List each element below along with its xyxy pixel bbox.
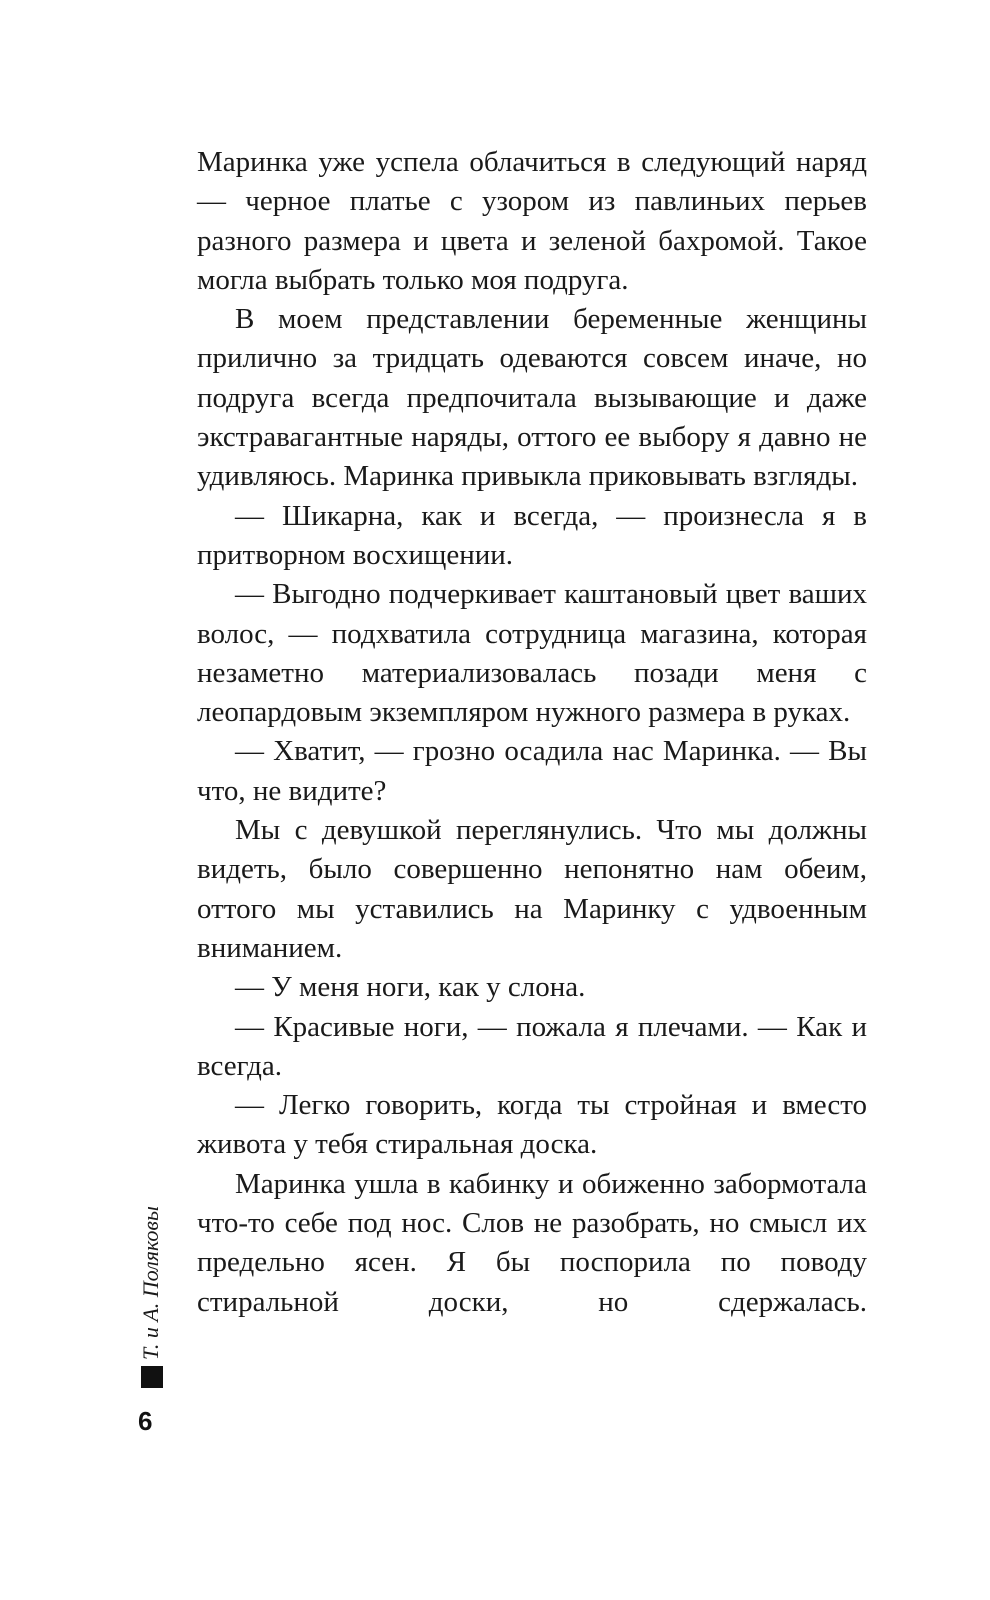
running-head-author: Т. и А. Поляковы [138,1206,163,1360]
paragraph: Мы с девушкой переглянулись. Что мы должны видеть, было совершенно непонятно нам обеим, оттого мы уставились на Маринку с удвоенным вниманием. [197,814,867,964]
running-head-marker [141,1366,163,1388]
dialogue-line: — Хватит, — грозно осадила нас Маринка. — Вы что, не видите? [197,735,867,807]
dialogue-line: — Легко говорить, когда ты стройная и вместо живота у тебя стиральная доска. [197,1089,867,1161]
dialogue-line: — Выгодно подчеркивает каштановый цвет ваших волос, — подхватила сотрудница магазина, которая незаметно материализовалась позади меня с леопардовым экземпляром нужного размера в руках. [197,578,867,729]
page-number: 6 [138,1406,153,1436]
paragraph: Маринка уже успела облачиться в следующий наряд — черное платье с узором из павлиньих перьев разного размера и цвета и зеленой бахромой. Такое могла выбрать только моя подруга. [197,146,867,296]
body-text [197,143,867,1322]
dialogue-line: — У меня ноги, как у слона. [235,971,586,1004]
paragraph: В моем представлении беременные женщины прилично за тридцать одеваются совсем иначе, но подруга всегда предпочитала вызывающие и даже экстравагантные наряды, оттого ее выбору я давно не удивляюсь. Маринка привыкла приковывать взгляды. [197,303,867,493]
paragraph: Маринка ушла в кабинку и обиженно забормотала что-то себе под нос. Слов не разобрать, но смысл их предельно ясен. Я бы поспорила по поводу стиральной доски, но сдержалась. [197,1167,867,1318]
dialogue-line: — Красивые ноги, — пожала я плечами. — Как и всегда. [197,1010,867,1082]
dialogue-line: — Шикарна, как и всегда, — произнесла я в притворном восхищении. [197,499,867,571]
